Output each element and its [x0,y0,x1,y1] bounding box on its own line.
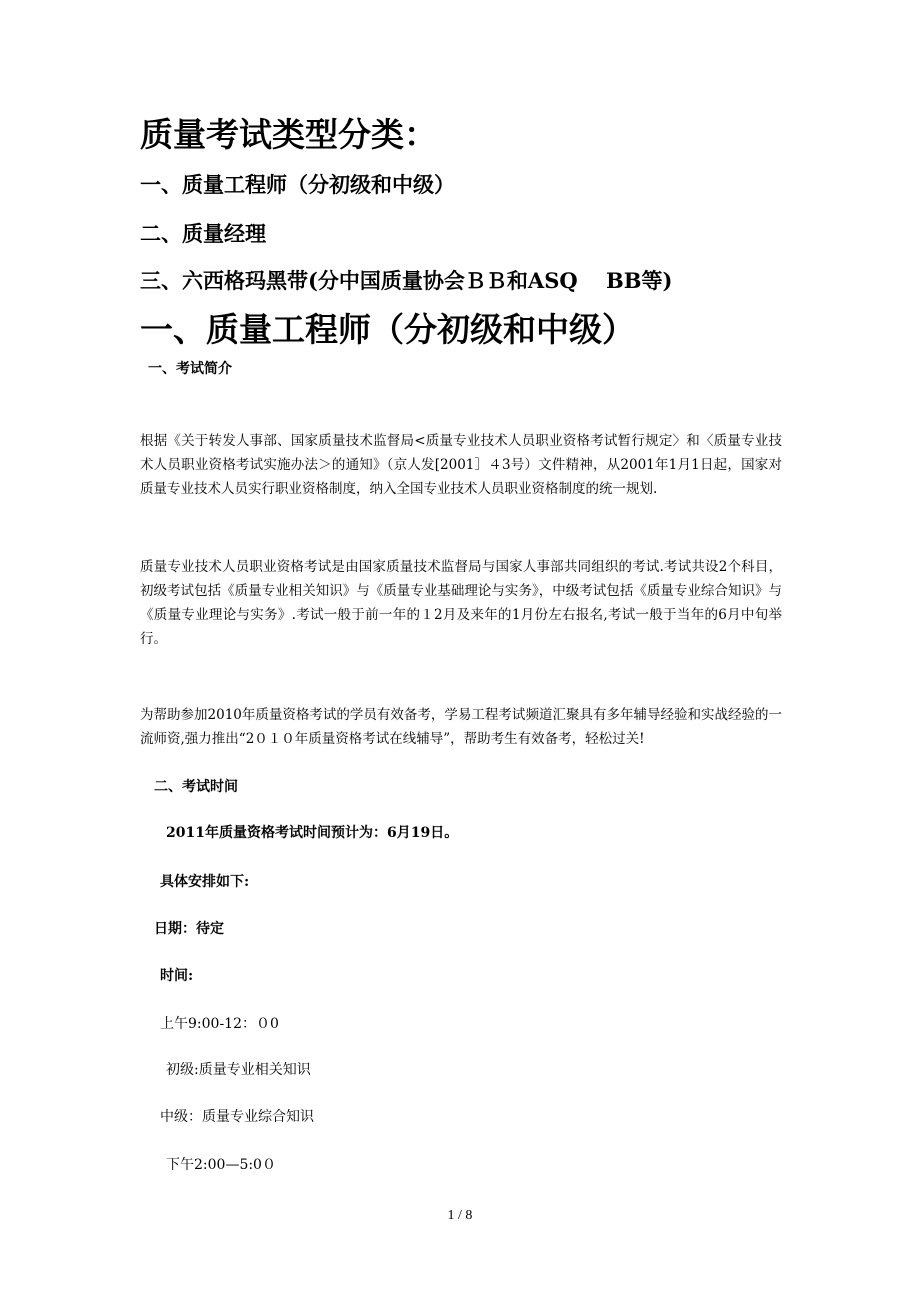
intermediate-subject: 中级：质量专业综合知识 [160,1109,314,1125]
afternoon-session: 下午2:00—5:0０ [166,1157,276,1173]
page-number: 1 / 8 [447,1208,473,1223]
exam-date-line: 2011年质量资格考试时间预计为：6月19日。 [166,825,459,841]
category-item-3: 三、六西格玛黑带(分中国质量协会ＢＢ和ASQ BB等) [140,268,673,293]
arrangement-label: 具体安排如下: [160,874,250,890]
intro-paragraph-1: 根据《关于转发人事部、国家质量技术监督局<质量专业技术人员职业资格考试暂行规定〉和〈质量专业技术人员职业资格考试实施办法＞的通知》（京人发[2001］４3号）文件精神，从2001年1月1日起，国家对质量专业技术人员实行职业资格制度，纳入全国专业技术人员职业资格制度的统一规划. [140,433,782,497]
junior-subject: 初级:质量专业相关知识 [166,1062,311,1078]
category-item-2: 二、质量经理 [140,221,266,246]
morning-session: 上午9:00-12：０0 [160,1016,279,1032]
intro-paragraph-3: 为帮助参加2010年质量资格考试的学员有效备考，学易工程考试频道汇聚具有多年辅导经验和实战经验的一流师资,强力推出“2０１０年质量资格考试在线辅导”，帮助考生有效备考，轻松过关! [140,707,782,747]
category-item-1: 一、质量工程师（分初级和中级） [140,172,455,197]
intro-paragraph-2: 质量专业技术人员职业资格考试是由国家质量技术监督局与国家人事部共同组织的考试.考试共设2个科目，初级考试包括《质量专业相关知识》与《质量专业基础理论与实务》，中级考试包括《质量专业综合知识》与《质量专业理论与实务》.考试一般于前一年的１2月及来年的1月份左右报名,考试一般于当年的6月中旬举行。 [140,559,782,647]
date-line: 日期：待定 [154,921,224,937]
exam-time-heading: 二、考试时间 [154,779,238,795]
time-label: 时间: [160,968,194,984]
exam-intro-heading: 一、考试简介 [148,361,232,377]
page-title: 质量考试类型分类： [140,115,437,154]
section-heading: 一、质量工程师（分初级和中级） [140,310,635,349]
